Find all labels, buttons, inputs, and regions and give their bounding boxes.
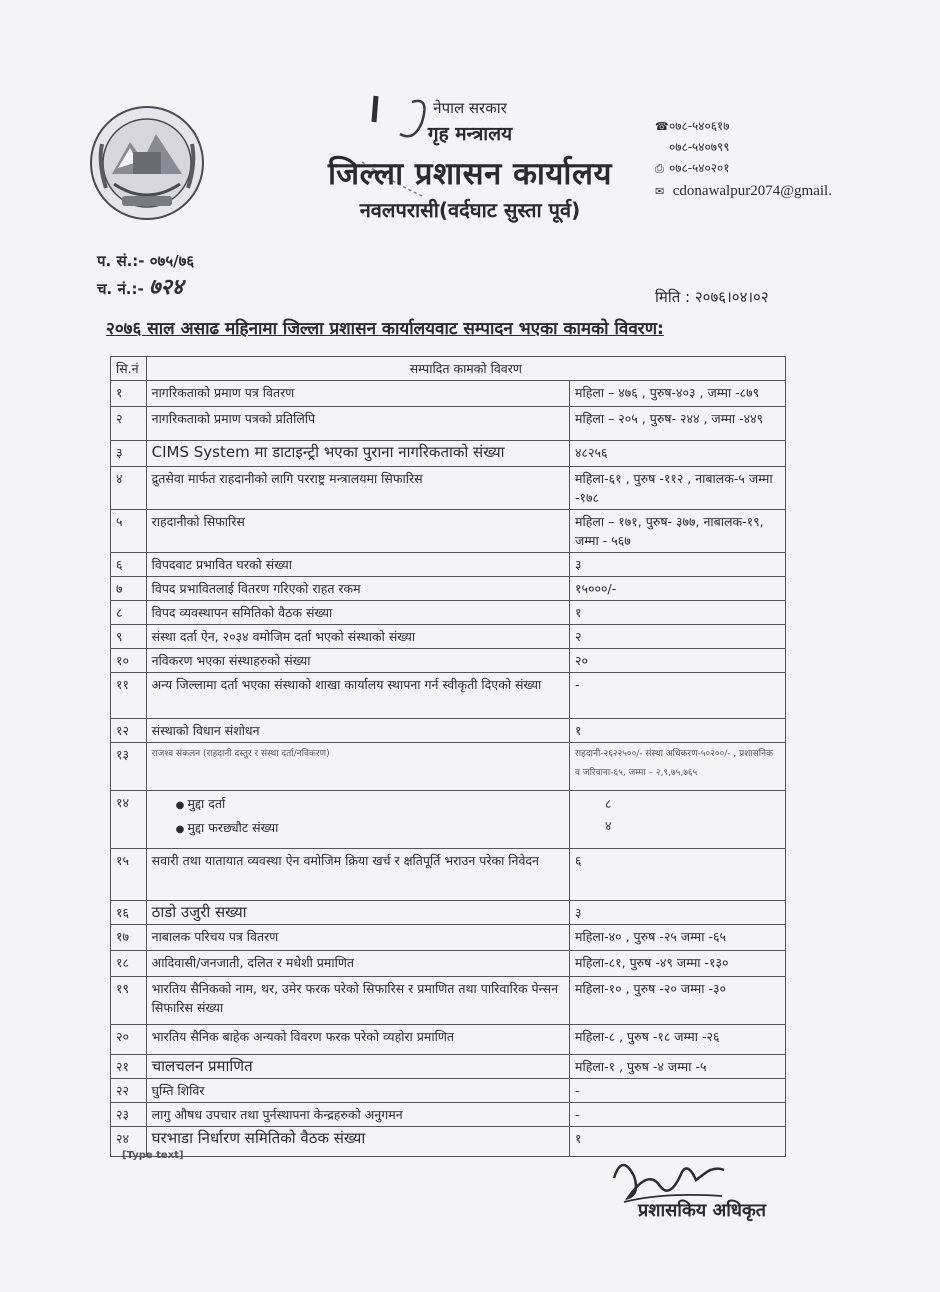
row-description: विपदवाट प्रभावित घरको संख्या [146, 553, 569, 577]
table-row [111, 977, 786, 1025]
row-serial-number: १ [111, 381, 147, 407]
phone-1: ०७८-५४०६१७ [669, 119, 730, 133]
table-row [111, 673, 786, 719]
table-row [111, 601, 786, 625]
case-sub-item: ● मुद्दा फरछ्यौट संख्या [152, 817, 564, 841]
row-description: नागरिकताको प्रमाण पत्र वितरण [146, 381, 569, 407]
letter-subject: २०७६ साल असाढ महिनामा जिल्ला प्रशासन कार्यालयवाट सम्पादन भएका कामको विवरण: [106, 319, 664, 339]
row-description: ठाडो उजुरी सख्या [146, 901, 569, 925]
row-serial-number: ३ [111, 441, 147, 467]
row-serial-number: २ [111, 407, 147, 441]
row-description: संस्था दर्ता ऐन, २०३४ वमोजिम दर्ता भएको संस्थाको संख्या [146, 625, 569, 649]
table-row [111, 951, 786, 977]
row-value-list [570, 791, 786, 849]
row-serial-number: १६ [111, 901, 147, 925]
row-value: ३ [570, 901, 786, 925]
table-row [111, 467, 786, 510]
row-description: विपद व्यवस्थापन समितिको वैठक संख्या [146, 601, 569, 625]
row-description: संस्थाको विधान संशोधन [146, 719, 569, 743]
table-row [111, 625, 786, 649]
report-table [110, 356, 786, 1157]
case-sub-value: ८ [605, 796, 612, 811]
row-value: १ [570, 1127, 786, 1157]
table-row [111, 381, 786, 407]
table-row [111, 1025, 786, 1055]
row-serial-number: ११ [111, 673, 147, 719]
row-serial-number: ५ [111, 510, 147, 553]
letter-number: प. सं.:- ०७५/७६ [97, 252, 195, 270]
ministry-name: गृह मन्त्रालय [427, 123, 513, 145]
row-description: घुम्ति शिविर [146, 1079, 569, 1103]
row-serial-number: ४ [111, 467, 147, 510]
row-value: ६ [570, 849, 786, 901]
row-description: भारतिय सैनिकको नाम, थर, उमेर फरक परेको सिफारिस र प्रमाणित तथा पारिवारिक पेन्सन सिफारिस संख्या [146, 977, 569, 1025]
table-row [111, 407, 786, 441]
row-value: महिला-८१, पुरुष -४९ जम्मा -१३० [570, 951, 786, 977]
row-description: राजश्व संकलन (राहदानी दस्तुर र संस्था दर्ता/नविकरण) [146, 743, 569, 791]
row-value: महिला-८ , पुरुष -१८ जम्मा -२६ [570, 1025, 786, 1055]
row-serial-number: ६ [111, 553, 147, 577]
table-row [111, 719, 786, 743]
row-description-list [146, 791, 569, 849]
row-description: घरभाडा निर्धारण समितिको वैठक संख्या [146, 1127, 569, 1157]
row-value: १५०००/- [570, 577, 786, 601]
phone-icon: ☎ [655, 120, 669, 133]
table-row [111, 649, 786, 673]
table-row [111, 1079, 786, 1103]
table-row [111, 510, 786, 553]
row-serial-number: ८ [111, 601, 147, 625]
row-value: ४८२५६ [570, 441, 786, 467]
table-row [111, 1055, 786, 1079]
row-serial-number: २२ [111, 1079, 147, 1103]
row-serial-number: १५ [111, 849, 147, 901]
row-serial-number: १४ [111, 791, 147, 849]
table-row [111, 791, 786, 849]
type-text-placeholder: [Type text] [122, 1150, 184, 1161]
designation: प्रशासकिय अधिकृत [638, 1200, 767, 1221]
row-serial-number: २१ [111, 1055, 147, 1079]
row-description: भारतिय सैनिक बाहेक अन्यको विवरण फरक परेको व्यहोरा प्रमाणित [146, 1025, 569, 1055]
row-description: राहदानीको सिफारिस [146, 510, 569, 553]
table-row [111, 441, 786, 467]
row-serial-number: ७ [111, 577, 147, 601]
letterhead [300, 98, 640, 223]
row-value: महिला – १७१, पुरुष- ३७७, नाबालक-१९, जम्मा - ५६७ [570, 510, 786, 553]
row-description: लागु औषध उपचार तथा पुर्नस्थापना केन्द्रहरुको अनुगमन [146, 1103, 569, 1127]
table-row [111, 901, 786, 925]
office-location: नवलपरासी(वर्दघाट सुस्ता पूर्व) [359, 198, 581, 222]
table-row [111, 1103, 786, 1127]
row-description: आदिवासी/जनजाती, दलित र मधेशी प्रमाणित [146, 951, 569, 977]
row-serial-number: १७ [111, 925, 147, 951]
row-value: २ [570, 625, 786, 649]
reference-block [97, 248, 194, 302]
table-row [111, 577, 786, 601]
row-value: १ [570, 601, 786, 625]
row-serial-number: ९ [111, 625, 147, 649]
phone-2: ०७८-५४०७९९ [669, 140, 730, 154]
letter-date: मिति : २०७६।०४।०२ [655, 288, 769, 306]
row-serial-number: १० [111, 649, 147, 673]
row-serial-number: १२ [111, 719, 147, 743]
dispatch-label: च. नं.:- [97, 280, 144, 298]
fax-icon: ⎙ [655, 162, 664, 175]
fax-number: ०७८-५४०२०१ [669, 161, 730, 175]
contact-block [655, 116, 832, 203]
row-description: नविकरण भएका संस्थाहरुको संख्या [146, 649, 569, 673]
row-description: अन्य जिल्लामा दर्ता भएका संस्थाको शाखा कार्यालय स्थापना गर्न स्वीकृती दिएको संख्या [146, 673, 569, 719]
table-row [111, 743, 786, 791]
row-serial-number: २३ [111, 1103, 147, 1127]
row-value: महिला-६१ , पुरुष -११२ , नाबालक-५ जम्मा -१७८ [570, 467, 786, 510]
office-name: जिल्ला प्रशासन कार्यालय [328, 156, 612, 192]
row-value: राहदानी-२६२२५००/- संस्था अधिकरण-५०२००/- , प्रशासनिक व जरिवाना-६५, जम्मा – २,९,७५,७६५ [570, 743, 786, 791]
row-value: महिला-१० , पुरुष -२० जम्मा -३० [570, 977, 786, 1025]
table-row [111, 849, 786, 901]
table-row [111, 925, 786, 951]
email-icon: ✉ [655, 186, 665, 198]
row-description: सवारी तथा यातायात व्यवस्था ऐन वमोजिम क्रिया खर्च र क्षतिपूर्ति भराउन परेका निवेदन [146, 849, 569, 901]
row-serial-number: १९ [111, 977, 147, 1025]
table-header-row [111, 357, 786, 381]
row-description: चालचलन प्रमाणित [146, 1055, 569, 1079]
government-name: नेपाल सरकार [433, 99, 507, 117]
row-value: १ [570, 719, 786, 743]
email-address: cdonawalpur2074@gmail. [672, 183, 832, 199]
row-value: महिला-१ , पुरुष -४ जम्मा -५ [570, 1055, 786, 1079]
row-serial-number: २४ [111, 1127, 147, 1157]
row-description: द्रुतसेवा मार्फत राहदानीको लागि परराष्ट्र मन्त्रालयमा सिफारिस [146, 467, 569, 510]
row-value: महिला – ४७६ , पुरुष-४०३ , जम्मा -८७९ [570, 381, 786, 407]
row-value: महिला – २०५ , पुरुष- २४४ , जम्मा -४४९ [570, 407, 786, 441]
column-header-sn: सि.नं [111, 357, 147, 381]
row-description: विपद प्रभावितलाई वितरण गरिएको राहत रकम [146, 577, 569, 601]
row-value: - [570, 1079, 786, 1103]
row-serial-number: २० [111, 1025, 147, 1055]
row-value: ३ [570, 553, 786, 577]
row-description: नागरिकताको प्रमाण पत्रको प्रतिलिपि [146, 407, 569, 441]
row-value: २० [570, 649, 786, 673]
row-value: - [570, 673, 786, 719]
table-row [111, 553, 786, 577]
row-description: नाबालक परिचय पत्र वितरण [146, 925, 569, 951]
case-sub-item: ● मुद्दा दर्ता [152, 793, 564, 817]
row-value: - [570, 1103, 786, 1127]
row-value: महिला-४० , पुरुष -२५ जम्मा -६५ [570, 925, 786, 951]
row-description: CIMS System मा डाटाइन्ट्री भएका पुराना नागरिकताको संख्या [146, 441, 569, 467]
row-serial-number: १३ [111, 743, 147, 791]
column-header-description: सम्पादित कामको विवरण [146, 357, 785, 381]
government-emblem-icon [88, 104, 206, 222]
case-sub-value: ४ [605, 818, 612, 833]
dispatch-number: ७२४ [148, 274, 184, 300]
row-serial-number: १८ [111, 951, 147, 977]
